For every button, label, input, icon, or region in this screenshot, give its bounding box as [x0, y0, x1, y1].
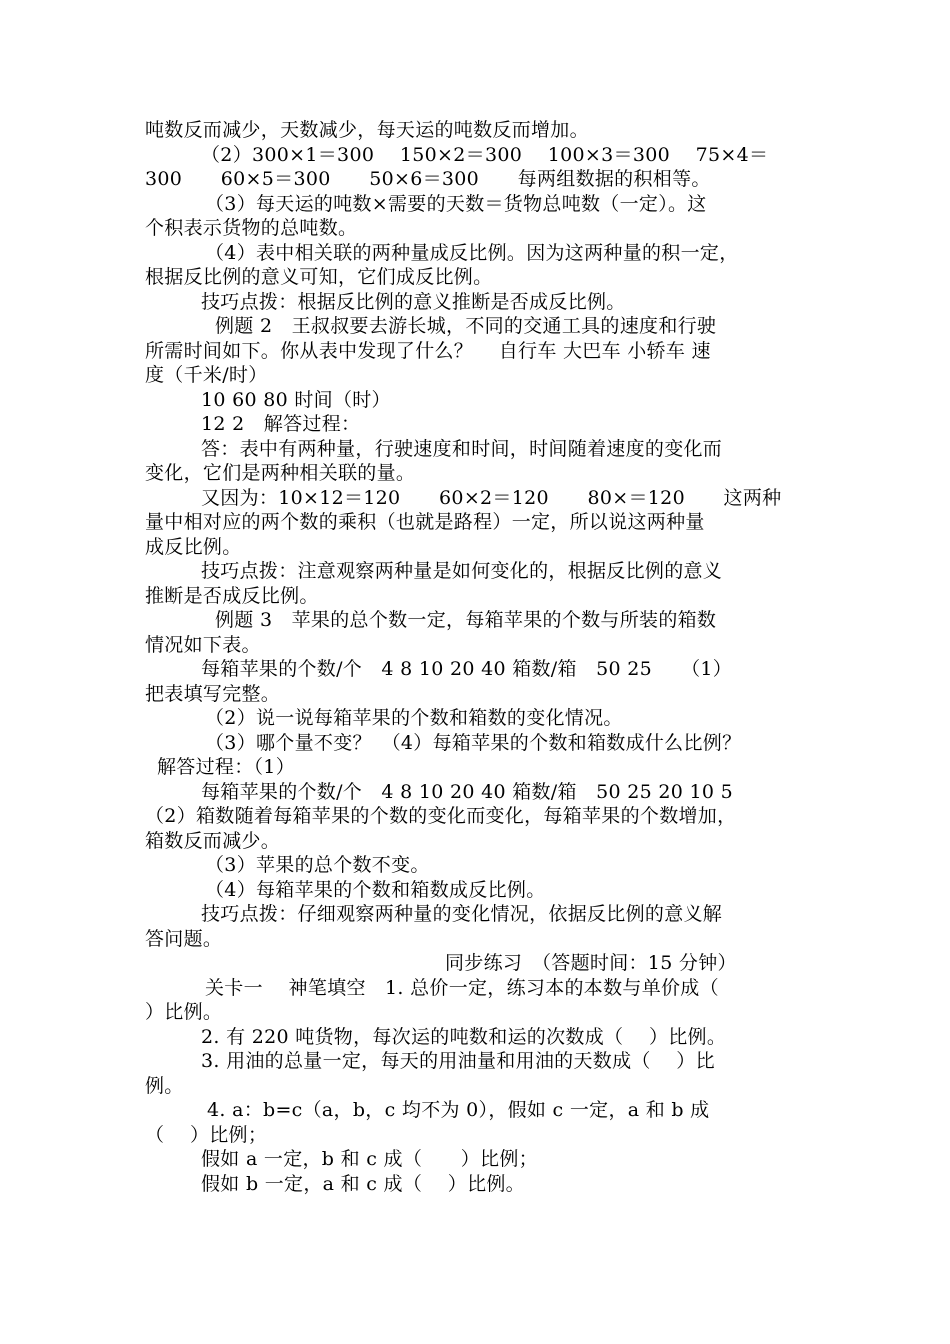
text-line: ）比例。 [145, 1001, 223, 1023]
text-line: 技巧点拨：仔细观察两种量的变化情况，依据反比例的意义解 [201, 903, 723, 925]
text-line: 关卡一 神笔填空 1. 总价一定，练习本的本数与单价成（ [205, 976, 719, 999]
text-line: （2）说一说每箱苹果的个数和箱数的变化情况。 [205, 707, 623, 729]
text-line: （4）表中相关联的两种量成反比例。因为这两种量的积一定， [205, 241, 739, 264]
text-line: 所需时间如下。你从表中发现了什么？ 自行车 大巴车 小轿车 速 [145, 339, 711, 362]
text-line: 10 60 80 时间（时） [201, 388, 391, 411]
text-line: 箱数反而减少。 [145, 829, 281, 852]
document-body [0, 118, 950, 1196]
text-line: 根据反比例的意义可知，它们成反比例。 [145, 266, 493, 288]
text-line: 300 60×5＝300 50×6＝300 每两组数据的积相等。 [145, 168, 711, 190]
text-line: 答问题。 [145, 927, 223, 950]
text-line: 技巧点拨：注意观察两种量是如何变化的，根据反比例的意义 [201, 560, 723, 582]
text-line: 推断是否成反比例。 [145, 584, 319, 607]
text-line: （4）每箱苹果的个数和箱数成反比例。 [205, 878, 546, 901]
text-line: 成反比例。 [145, 535, 242, 558]
text-line: 量中相对应的两个数的乘积（也就是路程）一定，所以说这两种量 [145, 511, 705, 533]
text-line: （3）哪个量不变？ （4）每箱苹果的个数和箱数成什么比例？ [205, 731, 742, 754]
text-line: 2. 有 220 吨货物，每次运的吨数和运的次数成（ ）比例。 [201, 1025, 727, 1048]
text-line: 假如 a 一定，b 和 c 成（ ）比例； [201, 1148, 538, 1170]
text-line: 解答过程：（1） [157, 756, 295, 778]
text-line: （3）每天运的吨数×需要的天数＝货物总吨数（一定）。这 [205, 192, 707, 215]
text-line: 12 2 解答过程： [201, 413, 361, 435]
text-line: 例。 [145, 1074, 184, 1097]
text-line: 每箱苹果的个数/个 4 8 10 20 40 箱数/箱 50 25 （1） [201, 658, 733, 680]
text-line: 答：表中有两种量，行驶速度和时间，时间随着速度的变化而 [201, 437, 723, 460]
text-line: （2）箱数随着每箱苹果的个数的变化而变化，每箱苹果的个数增加， [145, 805, 737, 827]
text-line: 例题 2 王叔叔要去游长城，不同的交通工具的速度和行驶 [215, 315, 717, 337]
text-line: 每箱苹果的个数/个 4 8 10 20 40 箱数/箱 50 25 20 10 5 [201, 780, 733, 803]
text-line: （ ）比例； [145, 1123, 268, 1146]
text-line: 吨数反而减少，天数减少，每天运的吨数反而增加。 [145, 119, 589, 141]
text-line: 3. 用油的总量一定，每天的用油量和用油的天数成（ ）比 [201, 1050, 715, 1072]
text-line: 情况如下表。 [145, 633, 261, 656]
text-line: 假如 b 一定，a 和 c 成（ ）比例。 [201, 1172, 525, 1195]
text-line: （2）300×1＝300 150×2＝300 100×3＝300 75×4＝ [201, 143, 769, 166]
text-line: 技巧点拨：根据反比例的意义推断是否成反比例。 [201, 290, 626, 313]
text-line: 度（千米/时） [145, 364, 268, 386]
text-line: 同步练习 （答题时间：15 分钟） [445, 952, 737, 974]
text-line: 例题 3 苹果的总个数一定，每箱苹果的个数与所装的箱数 [215, 609, 717, 631]
text-line: 变化，它们是两种相关联的量。 [145, 462, 416, 484]
text-line: 个积表示货物的总吨数。 [145, 217, 358, 239]
text-line: 又因为：10×12＝120 60×2＝120 80×＝120 这两种 [201, 486, 782, 509]
text-line: 把表填写完整。 [145, 682, 281, 705]
text-line: 4. a：b=c（a，b，c 均不为 0），假如 c 一定，a 和 b 成 [207, 1099, 710, 1121]
text-line: （3）苹果的总个数不变。 [205, 854, 430, 876]
